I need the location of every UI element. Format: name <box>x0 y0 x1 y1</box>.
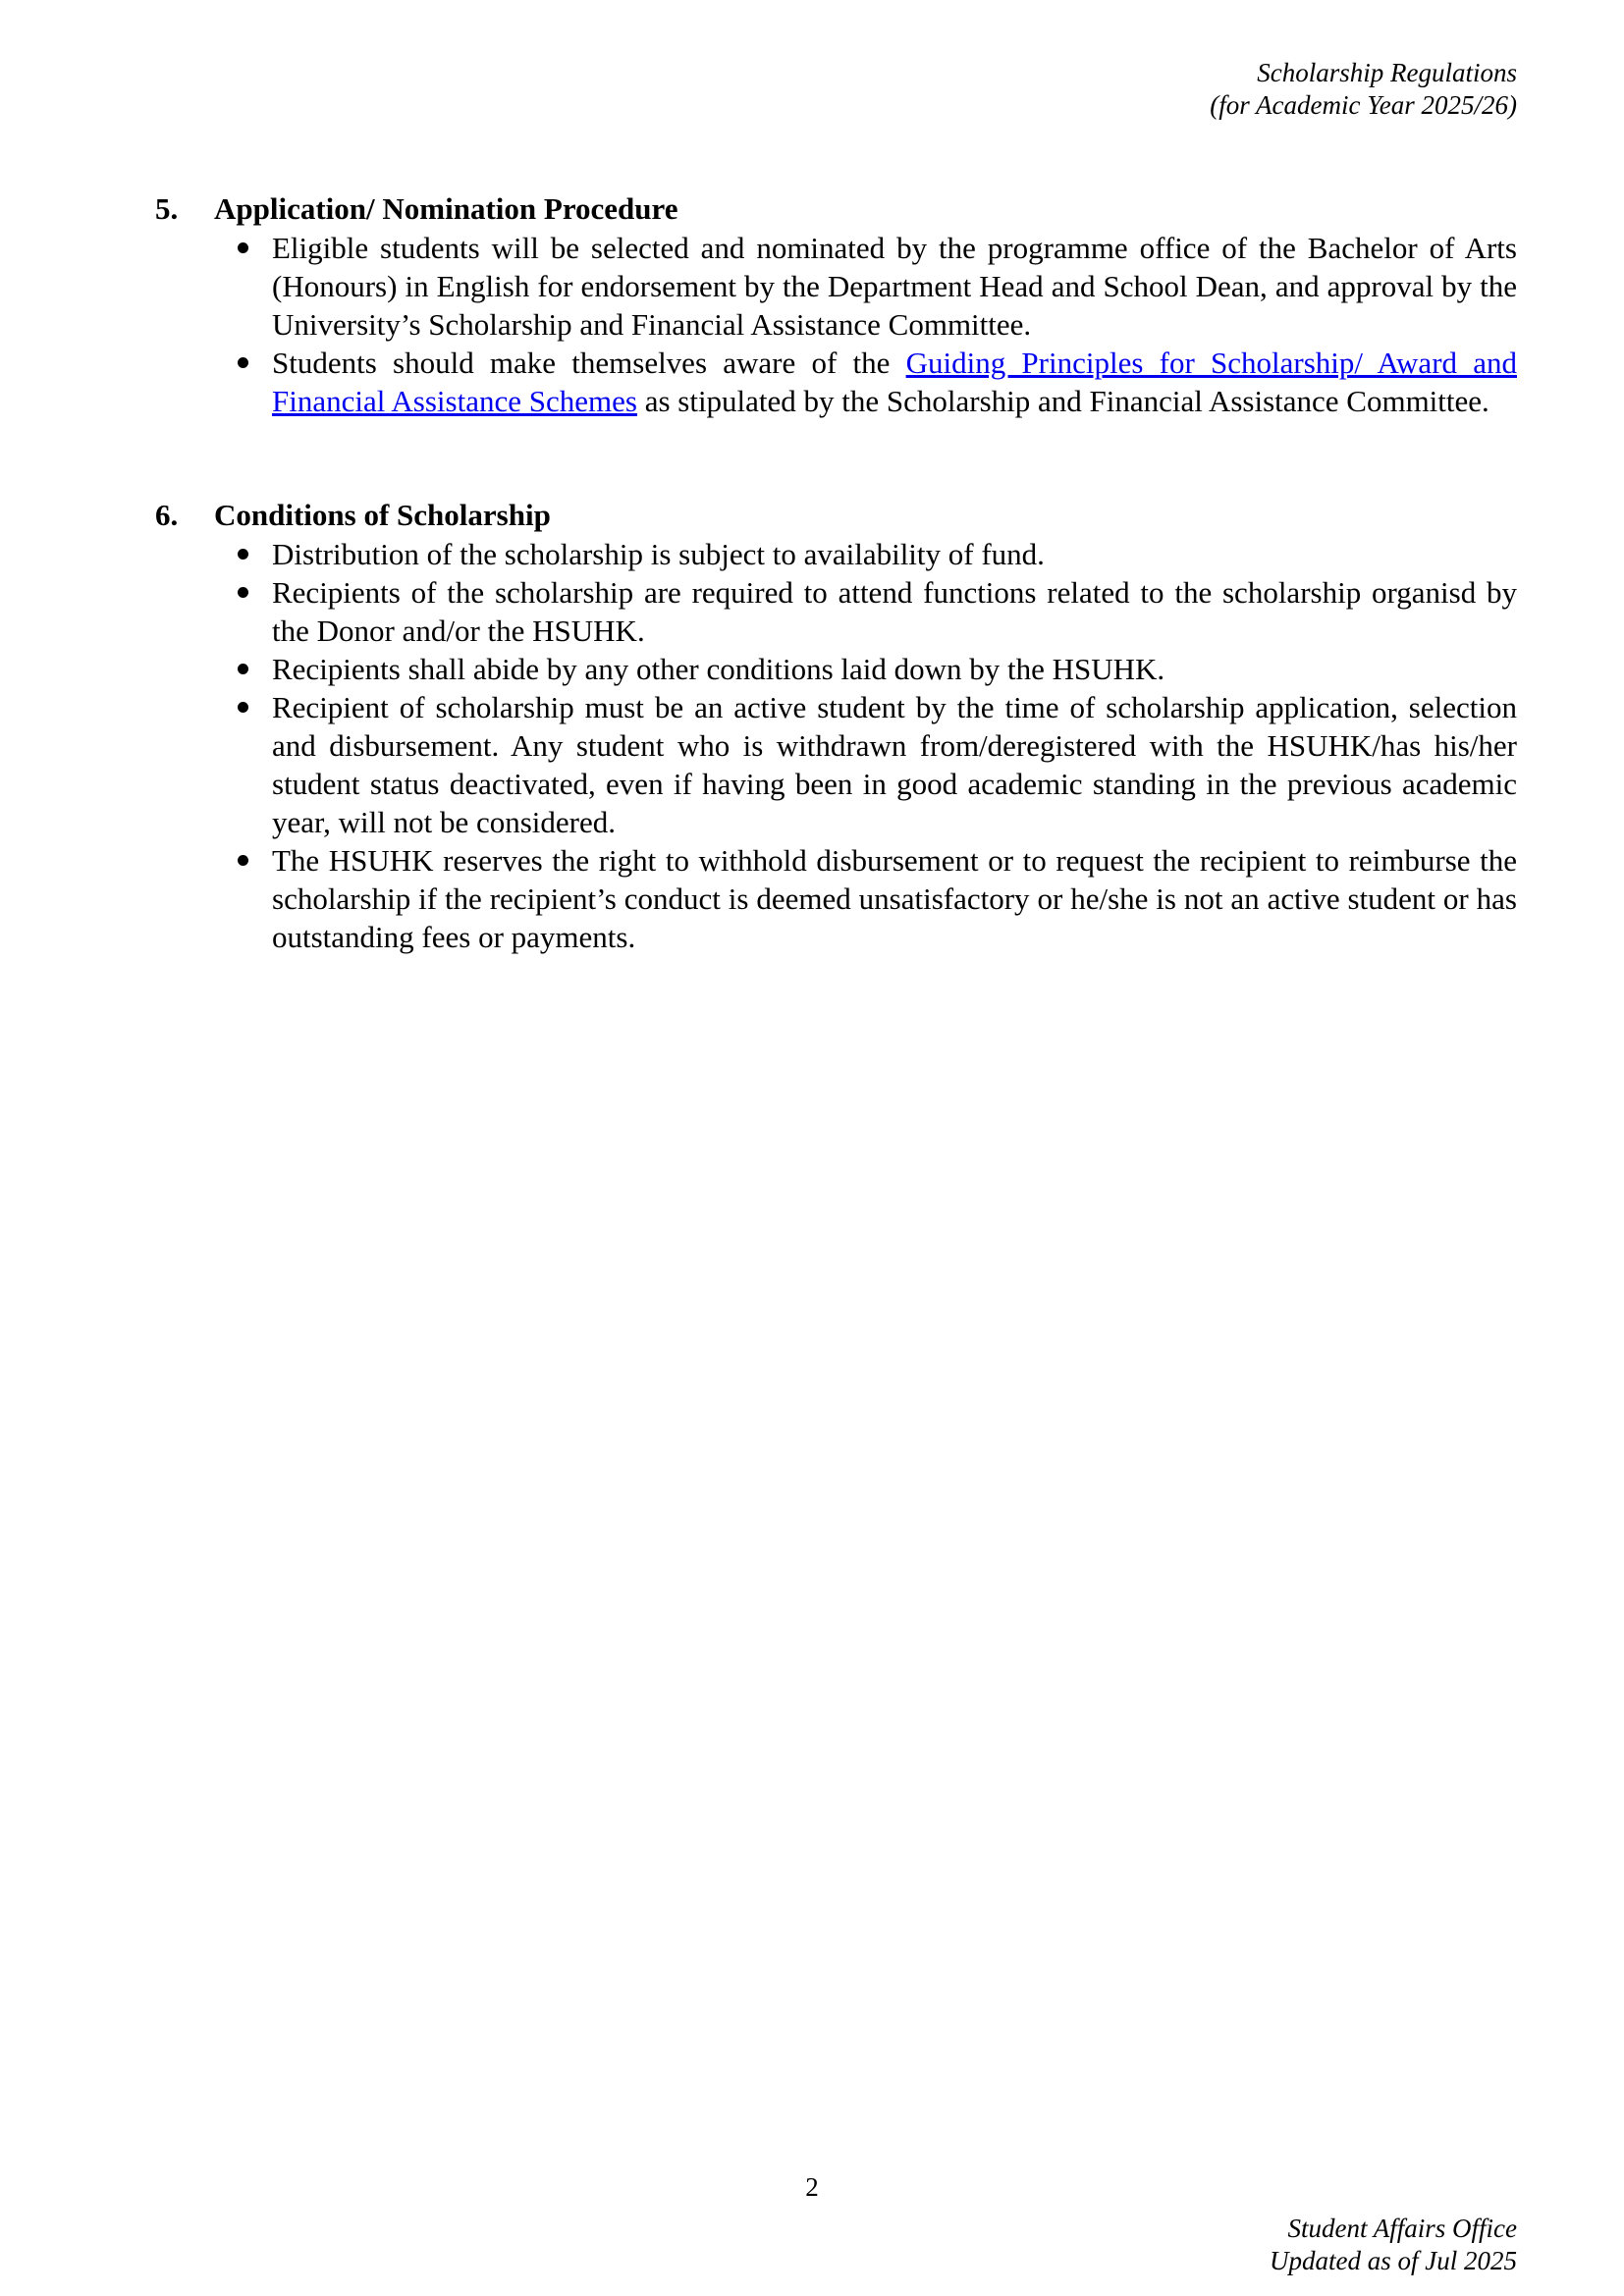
list-item <box>272 650 1517 688</box>
list-item-text: Recipients of the scholarship are required to attend functions related to the scholarship organisd by the Donor and/or the HSUHK. <box>272 575 1517 648</box>
list-item <box>272 573 1517 650</box>
section-title: Conditions of Scholarship <box>214 498 551 532</box>
page-header <box>1210 57 1517 122</box>
list-item-text: Distribution of the scholarship is subject to availability of fund. <box>272 537 1045 571</box>
bullet-icon <box>238 702 248 713</box>
section-conditions <box>155 496 1517 956</box>
list-item-text: Recipient of scholarship must be an active student by the time of scholarship application, selection and disbursement. Any student who is withdrawn from/deregistered with the HSUHK/has his/her student status deactivated, even if having been in good academic standing in the previous academic year, will not be considered. <box>272 690 1517 839</box>
bullet-icon <box>238 357 248 368</box>
list-item <box>272 535 1517 573</box>
section-number: 6. <box>155 498 179 532</box>
list-item <box>272 841 1517 956</box>
section-heading <box>155 189 1517 229</box>
list-item <box>272 344 1517 420</box>
list-item-text: Recipients shall abide by any other conditions laid down by the HSUHK. <box>272 652 1165 686</box>
list-item-text-after-link: as stipulated by the Scholarship and Financial Assistance Committee. <box>636 384 1489 418</box>
bullet-list <box>155 229 1517 420</box>
header-academic-year: (for Academic Year 2025/26) <box>1210 90 1517 120</box>
page-footer <box>1270 2213 1517 2277</box>
list-item <box>272 688 1517 841</box>
bullet-icon <box>238 587 248 598</box>
section-application-procedure <box>155 189 1517 420</box>
bullet-list <box>155 535 1517 956</box>
header-document-title: Scholarship Regulations <box>1257 58 1517 87</box>
bullet-icon <box>238 242 248 253</box>
footer-office: Student Affairs Office <box>1287 2214 1517 2243</box>
list-item-text-before-link: Students should make themselves aware of the <box>272 346 906 380</box>
section-number: 5. <box>155 191 179 226</box>
guiding-principles-link[interactable]: Guiding Principles for Scholarship/ Award and Financial Assistance Schemes <box>272 346 1517 418</box>
list-item-text: Eligible students will be selected and nominated by the programme office of the Bachelor of Arts (Honours) in English for endorsement by the Department Head and School Dean, and approval by the University’s Scholarship and Financial Assistance Committee. <box>272 231 1517 342</box>
section-heading <box>155 496 1517 535</box>
bullet-icon <box>238 549 248 560</box>
page-number: 2 <box>805 2172 819 2202</box>
list-item <box>272 229 1517 344</box>
section-title: Application/ Nomination Procedure <box>214 191 678 226</box>
bullet-icon <box>238 855 248 866</box>
list-item-text: The HSUHK reserves the right to withhold disbursement or to request the recipient to reimburse the scholarship if the recipient’s conduct is deemed unsatisfactory or he/she is not an active student or has outstanding fees or payments. <box>272 843 1517 954</box>
footer-updated-date: Updated as of Jul 2025 <box>1270 2246 1517 2275</box>
bullet-icon <box>238 664 248 674</box>
